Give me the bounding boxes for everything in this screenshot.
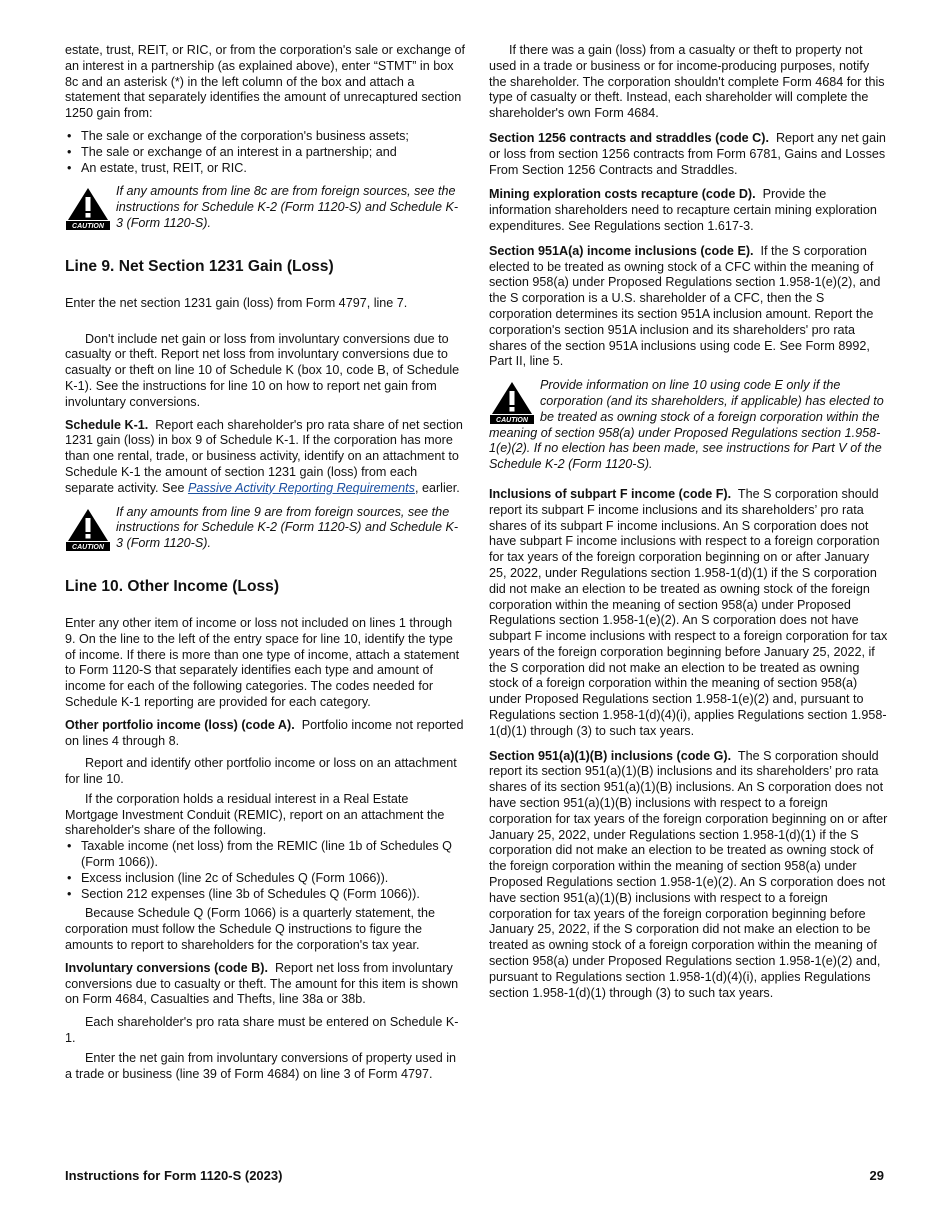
schedule-k1-head: Schedule K-1. xyxy=(65,417,149,432)
code-b-head: Involuntary conversions (code B). xyxy=(65,960,268,975)
code-e-text: If the S corporation elected to be treated as owning stock of a CFC within the meaning of section 958(a) under Proposed Regulations section 1.958-1(e)(2), and the S corporation is a U.S. shareholder of a CFC, then the S corporation determines its section 951A inclusion amount. Report the corporation's section 951A inclusion and its shareholders' pro rata shares of the section 951A inclusions using code E. See Form 8992, Part II, line 5. xyxy=(489,243,881,369)
caution-label: CAUTION xyxy=(72,223,104,231)
enter-gain-paragraph: Enter the net gain from involuntary conversions of property used in a trade or business (line 39 of Form 4684) on line 3 of Form 4797. xyxy=(65,1050,457,1081)
schedule-q-paragraph: Because Schedule Q (Form 1066) is a quarterly statement, the corporation must follow the Schedule Q instructions to figure the amounts to report to shareholders for the corporation's tax year. xyxy=(65,906,435,953)
caution-text: Provide information on line 10 using code E only if the corporation (and its shareholders, if applicable) has elected to be treated as owning stock of a foreign corporation within the meaning of section 958(a) under Proposed Regulations section 1.958-1(e)(2). If no election has been made, see instructions for Part V of the Schedule K-2 (Form 1120-S). xyxy=(489,378,884,472)
code-d-head: Mining exploration costs recapture (code D). xyxy=(489,187,756,202)
remic-list xyxy=(65,839,465,902)
intro-paragraph: estate, trust, REIT, or RIC, or from the corporation's sale or exchange of an interest in a partnership (as explained above), enter “STMT” in box 8c and an asterisk (*) in the left column of the box and attach a statement that separately identifies the amount of unrecaptured section 1250 gain from: xyxy=(65,43,465,121)
code-e-head: Section 951A(a) income inclusions (code E). xyxy=(489,243,754,258)
schedule-k1-paragraph xyxy=(65,418,465,497)
caution-icon xyxy=(66,186,110,230)
code-g-text: The S corporation should report its section 951(a)(1)(B) inclusions and its shareholders’ pro rata shares of its section 951(a)(1)(B) inclusions. An S corporation does not have section 951(a)(1)(B) inclusions with respect to a foreign corporation for tax years of the foreign corporation beginning on or after January 25, 2022, under Regulations section 1.958-1(d)(1) if the S corporation did not make an election to be treated as owning stock of the foreign corporation within the meaning of section 958(a) under Proposed Regulations section 1.958-1(e)(2). An S corporation does not have section 951(a)(1)(B) inclusions with respect to a foreign corporation for tax years of the foreign corporation beginning before January 25, 2022, if the S corporation did not make an election to be treated as owning stock of a foreign corporation within the meaning of section 958(a) under Proposed Regulations section 1.958-1(e)(2) and, pursuant to Regulations section 1.958-1(d)(4)(i), applies Regulations section 1.958-1(d)(1) through (3) to such tax years. xyxy=(489,748,888,1000)
line10-heading: Line 10. Other Income (Loss) xyxy=(65,577,280,595)
report-paragraph: Report and identify other portfolio income or loss on an attachment for line 10. xyxy=(65,756,457,787)
line9-paragraph: Enter the net section 1231 gain (loss) from Form 4797, line 7. xyxy=(65,295,408,310)
each-shareholder-paragraph: Each shareholder's pro rata share must be entered on Schedule K-1. xyxy=(65,1015,459,1046)
code-a-text: Portfolio income not reported on lines 4 through 8. xyxy=(65,717,464,748)
code-g-head: Section 951(a)(1)(B) inclusions (code G). xyxy=(489,748,732,763)
footer-title: Instructions for Form 1120-S (2023) xyxy=(65,1168,283,1183)
list-item: • Taxable income (net loss) from the REMIC (line 1b of Schedules Q (Form 1066)). xyxy=(65,839,465,871)
code-e-paragraph xyxy=(489,244,889,370)
code-f-text: The S corporation should report its subpart F income inclusions and its shareholders’ pro rata shares of its subpart F income inclusions. An S corporation does not have subpart F income inclusions with respect to a foreign corporation for tax years of the foreign corporation beginning on or after January 25, 2022, under Regulations section 1.958-1(d)(1) if the S corporation did not make an election to be treated as owning stock of the foreign corporation within the meaning of section 958(a) under Proposed Regulations section 1.958-1(e)(2). An S corporation does not have subpart F income inclusions with respect to a foreign corporation for tax years of the foreign corporation beginning before January 25, 2022, if the S corporation did not make an election to be treated as owning stock of a foreign corporation within the meaning of section 958(a) under Proposed Regulations section 1.958-1(e)(2) and, pursuant to Regulations section 1.958-1(d)(4)(i), applies Regulations section 1.958-1(d)(1) through (3) to such tax years. xyxy=(489,486,888,738)
gain-sources-list xyxy=(65,129,465,176)
caution-text: If any amounts from line 8c are from foreign sources, see the instructions for Schedule K-2 (Form 1120-S) and Schedule K-3 (Form 1120-S). xyxy=(116,184,459,230)
schedule-k1-tail: , earlier. xyxy=(414,480,460,495)
code-a-paragraph xyxy=(65,718,465,750)
line10-paragraph: Enter any other item of income or loss not included on lines 1 through 9. On the line to the left of the entry space for line 10, identify the type of income. If there is more than one type of income, attach a statement to Form 1120-S that separately identifies each type and amount of income for each of the following categories. The codes needed for Schedule K-1 reporting are provided for each category. xyxy=(65,615,460,709)
list-item: • The sale or exchange of an interest in a partnership; and xyxy=(65,145,465,161)
code-g-paragraph xyxy=(489,749,889,1002)
code-c-head: Section 1256 contracts and straddles (code C). xyxy=(489,130,769,145)
list-item: • Section 212 expenses (line 3b of Schedules Q (Form 1066)). xyxy=(65,887,465,903)
code-c-paragraph xyxy=(489,131,889,178)
list-item: • The sale or exchange of the corporation's business assets; xyxy=(65,129,465,145)
schedule-k1-text: Report each shareholder's pro rata share of net section 1231 gain (loss) in box 9 of Schedule K-1. If the corporation has more than one rental, trade, or business activity, identify on an attachment to Schedule K-1 the amount of section 1231 gain (loss) from each separate activity. See xyxy=(65,417,463,495)
left-column xyxy=(65,43,465,1086)
caution-icon xyxy=(66,507,110,551)
page-number: 29 xyxy=(869,1168,884,1183)
line9-paragraph-2: Don't include net gain or loss from involuntary conversions due to casualty or theft. Report net loss from involuntary conversions due to casualty or theft on line 10 of Schedule K (box 10, code B, of Schedule K-1). See the instructions for line 10 on how to report net gain from involuntary conversions. xyxy=(65,331,460,409)
caution-note xyxy=(65,505,465,552)
caution-note xyxy=(489,378,889,473)
caution-text: If any amounts from line 9 are from foreign sources, see the instructions for Schedule K-2 (Form 1120-S) and Schedule K-3 (Form 1120-S). xyxy=(116,504,459,551)
casualty-paragraph: If there was a gain (loss) from a casualty or theft to property not used in a trade or business or for income-producing purposes, notify the shareholder. The corporation shouldn't complete Form 4684 for this type of casualty or theft. Instead, each shareholder will complete the shareholder's own Form 4684. xyxy=(489,43,885,121)
code-c-text: Report any net gain or loss from section 1256 contracts from Form 6781, Gains and Losses From Section 1256 Contracts and Straddles. xyxy=(489,130,886,177)
passive-activity-link[interactable]: Passive Activity Reporting Requirements xyxy=(187,480,415,495)
caution-icon xyxy=(490,380,534,424)
code-a-head: Other portfolio income (loss) (code A). xyxy=(65,717,295,732)
list-item: • Excess inclusion (line 2c of Schedules Q (Form 1066)). xyxy=(65,871,465,887)
remic-paragraph: If the corporation holds a residual interest in a Real Estate Mortgage Investment Conduit (REMIC), report on an attachment the shareholder's share of the following. xyxy=(65,791,445,838)
line9-heading: Line 9. Net Section 1231 Gain (Loss) xyxy=(65,257,334,275)
right-column xyxy=(489,43,889,1008)
list-item: • An estate, trust, REIT, or RIC. xyxy=(65,161,465,177)
code-b-text: Report net loss from involuntary conversions due to casualty or theft. The amount for this item is shown on Form 4684, Casualties and Thefts, line 38a or 38b. xyxy=(65,960,459,1007)
caution-note xyxy=(65,184,465,231)
code-b-paragraph xyxy=(65,961,465,1008)
code-f-paragraph xyxy=(489,487,889,740)
code-f-head: Inclusions of subpart F income (code F). xyxy=(489,486,732,501)
code-d-paragraph xyxy=(489,187,889,234)
caution-label: CAUTION xyxy=(72,543,104,551)
code-d-text: Provide the information shareholders need to recapture certain mining exploration expenditures. See Regulations section 1.617-3. xyxy=(489,187,877,233)
caution-label: CAUTION xyxy=(496,417,528,425)
